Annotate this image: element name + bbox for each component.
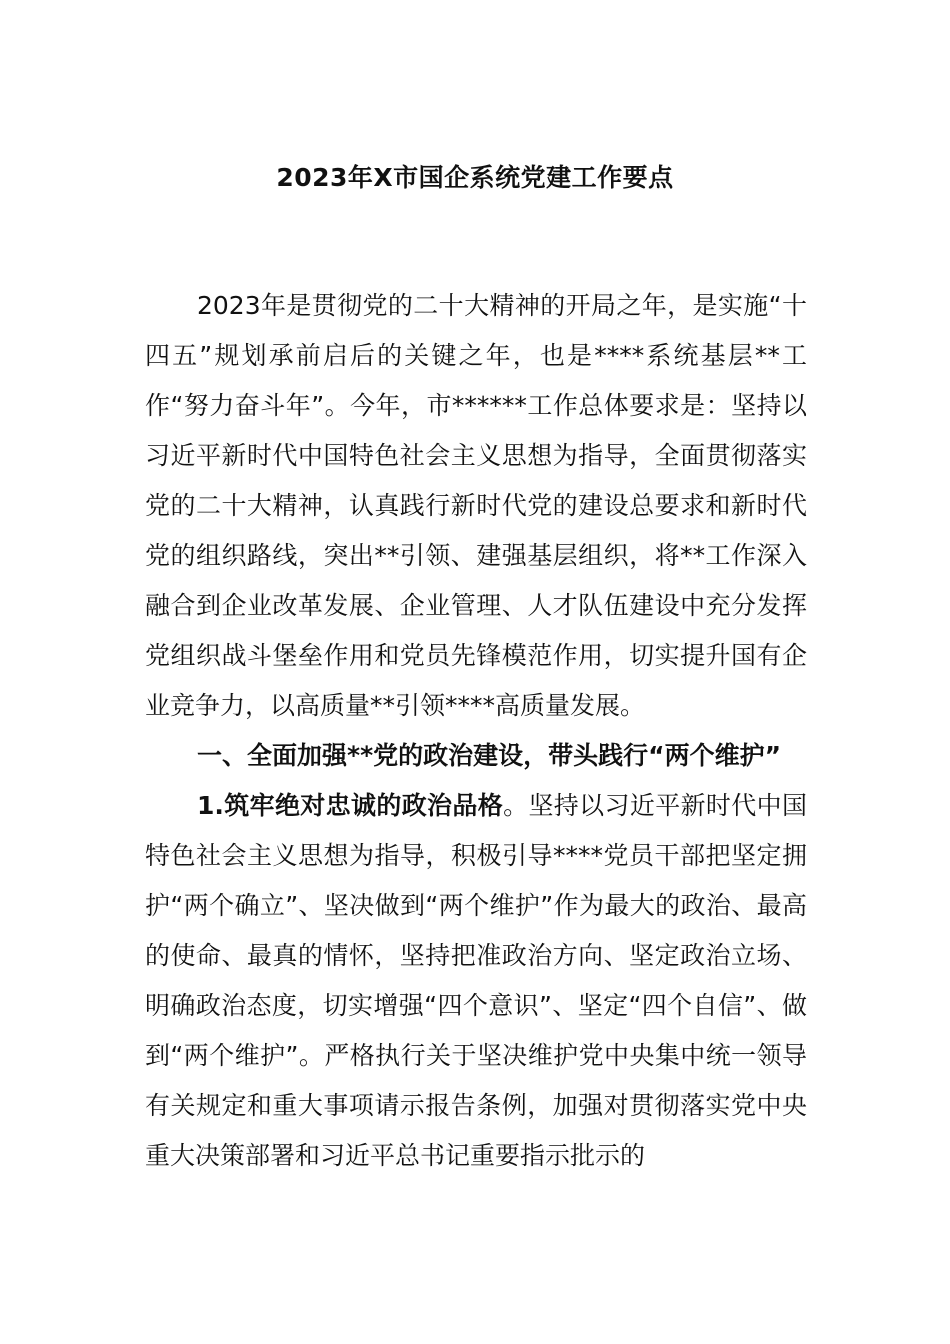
document-body <box>145 281 807 1181</box>
document-title: 2023年X市国企系统党建工作要点 <box>276 163 674 192</box>
section-heading: 一、全面加强**党的政治建设，带头践行“两个维护” <box>197 741 782 770</box>
intro-paragraph: 2023年是贯彻党的二十大精神的开局之年，是实施“十四五”规划承前启后的关键之年，也是****系统基层**工作“努力奋斗年”。今年，市******工作总体要求是：坚持以习近平新时代中国特色社会主义思想为指导，全面贯彻落实党的二十大精神，认真践行新时代党的建设总要求和新时代党的组织路线，突出**引领、建强基层组织，将**工作深入融合到企业改革发展、企业管理、人才队伍建设中充分发挥党组织战斗堡垒作用和党员先锋模范作用，切实提升国有企业竞争力，以高质量**引领****高质量发展。 <box>145 291 807 720</box>
item-1-text: 。坚持以习近平新时代中国特色社会主义思想为指导，积极引导****党员干部把坚定拥护“两个确立”、坚决做到“两个维护”作为最大的政治、最高的使命、最真的情怀，坚持把准政治方向、坚定政治立场、明确政治态度，切实增强“四个意识”、坚定“四个自信”、做到“两个维护”。严格执行关于坚决维护党中央集中统一领导有关规定和重大事项请示报告条例，加强对贯彻落实党中央重大决策部署和习近平总书记重要指示批示的 <box>145 791 807 1170</box>
item-1-lead: 1.筑牢绝对忠诚的政治品格 <box>197 791 504 820</box>
item-1-paragraph <box>145 781 807 1181</box>
